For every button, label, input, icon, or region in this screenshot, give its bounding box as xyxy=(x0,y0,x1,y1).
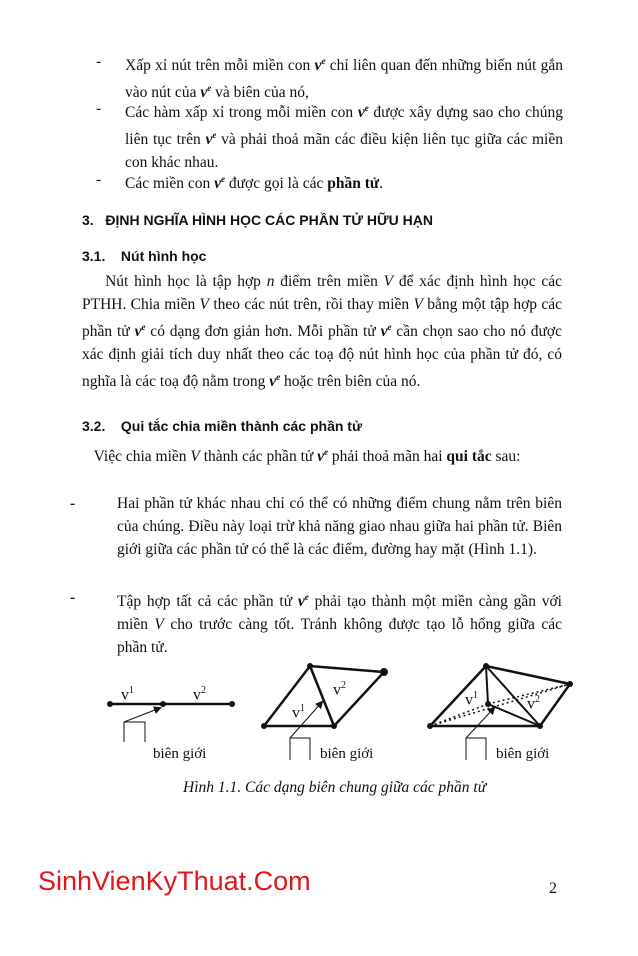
label-v2: $v^2$ xyxy=(333,680,346,699)
subsection-number: 3.1. xyxy=(82,248,106,264)
rule-dash: - xyxy=(70,589,76,606)
brand-watermark: SinhVienKyThuat.Com xyxy=(38,866,311,896)
bullet-item xyxy=(96,97,566,172)
boundary-label: biên giới xyxy=(496,746,550,762)
bullet-text: Các miền con $v^e$ được gọi là các phần tử. xyxy=(125,174,384,193)
rule-text: Tập hợp tất cả các phần tử $v^e$ phải tạo thành một miền càng gần với miền V cho trước càng tốt. Tránh không được tạo lỗ hổng giữa các phần tử. xyxy=(117,592,562,657)
figure-caption: Hình 1.1. Các dạng biên chung giữa các phần tử xyxy=(183,779,487,796)
label-v2: $v^2$ xyxy=(193,685,206,704)
subsection-number: 3.2. xyxy=(82,418,106,434)
rule-item xyxy=(70,492,565,588)
label-v1: $v^1$ xyxy=(465,690,478,709)
bullet-dash: - xyxy=(96,53,102,70)
bullet-item xyxy=(96,50,566,100)
bullet-text: Xấp xỉ nút trên mỗi miền con $v^e$ chỉ liên quan đến những biến nút gắn vào nút của $v^e$ và biên của nó, xyxy=(125,56,563,102)
boundary-label: biên giới xyxy=(320,746,374,762)
bullet-dash: - xyxy=(96,100,102,117)
bullet-text: Các hàm xấp xỉ trong mỗi miền con $v^e$ được xây dựng sao cho chúng liên tục trên $v^e$ và phải thoả mãn các điều kiện liên tục giữa các miền con khác nhau. xyxy=(125,103,563,172)
section-number: 3. xyxy=(82,212,94,228)
boundary-label: biên giới xyxy=(153,746,207,762)
page-number: 2 xyxy=(549,880,557,897)
subsection-heading xyxy=(82,418,362,434)
label-v1: $v^1$ xyxy=(292,703,305,722)
section-heading xyxy=(82,212,433,228)
rule-text: Hai phần tử khác nhau chỉ có thể có những điểm chung nằm trên biên của chúng. Điều này loại trừ khả năng giao nhau giữa hai phần tử. Biên giới giữa các phần tử có thể là các điểm, đường hay mặt (Hình 1.1). xyxy=(117,495,562,558)
bullet-item xyxy=(96,168,566,192)
label-v1: $v^1$ xyxy=(121,685,134,704)
subsection-heading xyxy=(82,248,206,264)
subsection-title: Qui tắc chia miền thành các phần tử xyxy=(120,418,363,434)
rule-item xyxy=(70,586,565,656)
rule-dash: - xyxy=(70,495,76,512)
section-title: ĐỊNH NGHĨA HÌNH HỌC CÁC PHẦN TỬ HỮU HẠN xyxy=(105,212,433,228)
subsection-title: Nút hình học xyxy=(120,248,207,264)
paragraph: Việc chia miền V thành các phần tử $v^e$ phải thoả mãn hai qui tắc sau: xyxy=(82,447,521,466)
line-elements xyxy=(107,701,235,742)
bullet-dash: - xyxy=(96,171,102,188)
label-v2: $v^2$ xyxy=(527,694,540,713)
paragraph: Nút hình học là tập hợp n điểm trên miền V để xác định hình học các PTHH. Chia miền V theo các nút trên, rồi thay miền V bằng một tập hợp các phần tử $v^e$ có dạng đơn giản hơn. Mỗi phần tử $v^e$ cần chọn sao cho nó được xác định giải tích duy nhất theo các toạ độ nút hình học của phần tử đó, có nghĩa là các toạ độ nằm trong $v^e$ hoặc trên biên của nó. xyxy=(82,273,563,391)
